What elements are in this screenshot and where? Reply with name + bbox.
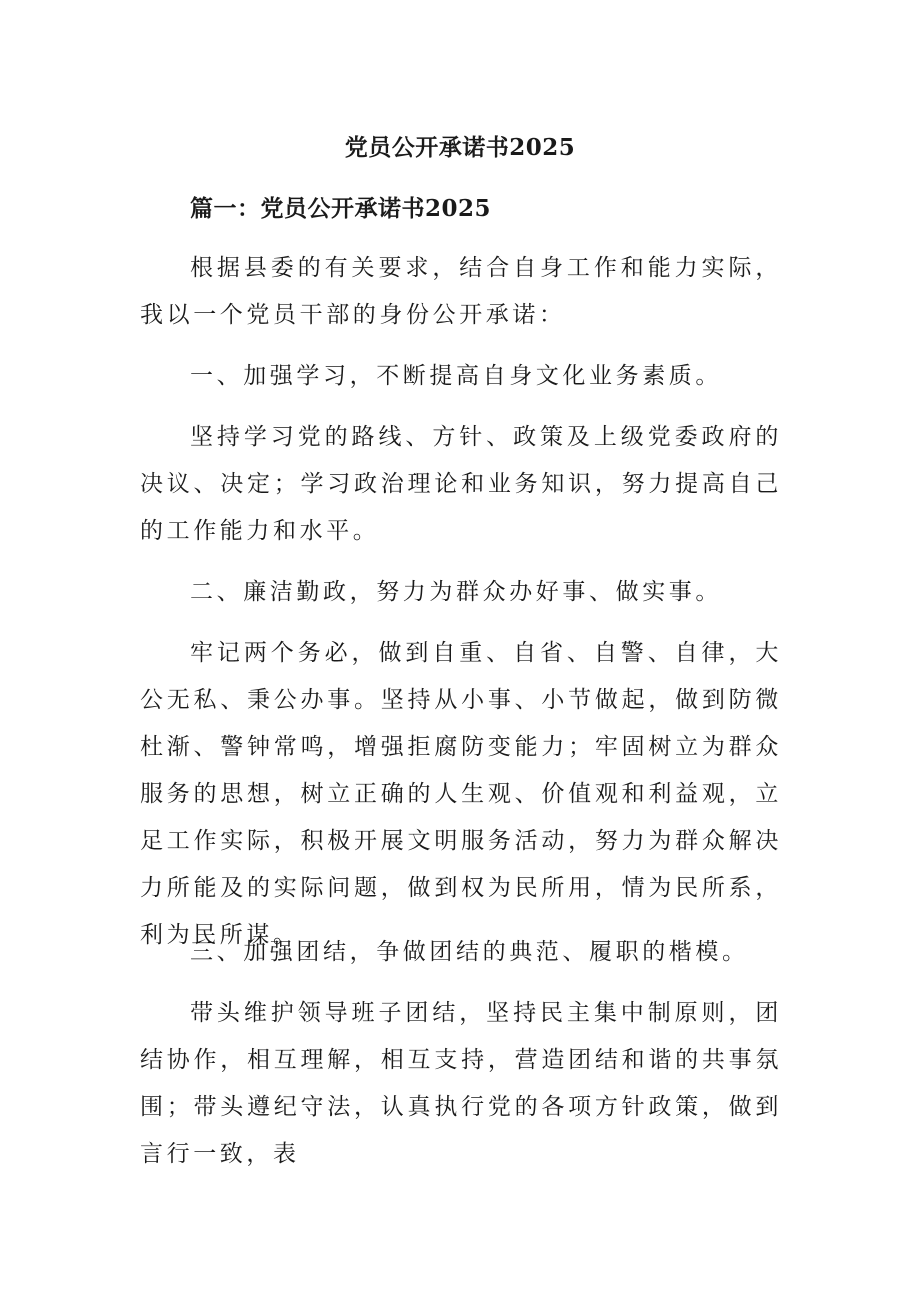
paragraph-point-two: 二、廉洁勤政，努力为群众办好事、做实事。 bbox=[190, 579, 722, 605]
document-title: 党员公开承诺书2025 bbox=[344, 134, 576, 161]
paragraph-point-three-body: 带头维护领导班子团结，坚持民主集中制原则，团结协作，相互理解，相互支持，营造团结和谐的共事氛围；带头遵纪守法，认真执行党的各项方针政策，做到言行一致，表 bbox=[140, 1000, 782, 1167]
section-heading: 篇一：党员公开承诺书2025 bbox=[190, 195, 492, 222]
paragraph-point-one: 一、加强学习，不断提高自身文化业务素质。 bbox=[190, 363, 722, 389]
paragraph-intro: 根据县委的有关要求，结合自身工作和能力实际，我以一个党员干部的身份公开承诺： bbox=[140, 255, 782, 328]
paragraph-point-two-body: 牢记两个务必，做到自重、自省、自警、自律，大公无私、秉公办事。坚持从小事、小节做起，做到防微杜渐、警钟常鸣，增强拒腐防变能力；牢固树立为群众服务的思想，树立正确的人生观、价值观和利益观，立足工作实际，积极开展文明服务活动，努力为群众解决力所能及的实际问题，做到权为民所用，情为民所系，利为民所谋。 bbox=[140, 640, 782, 948]
paragraph-point-three: 三、加强团结，争做团结的典范、履职的楷模。 bbox=[190, 939, 749, 965]
paragraph-point-one-body: 坚持学习党的路线、方针、政策及上级党委政府的决议、决定；学习政治理论和业务知识，努力提高自己的工作能力和水平。 bbox=[140, 424, 782, 544]
